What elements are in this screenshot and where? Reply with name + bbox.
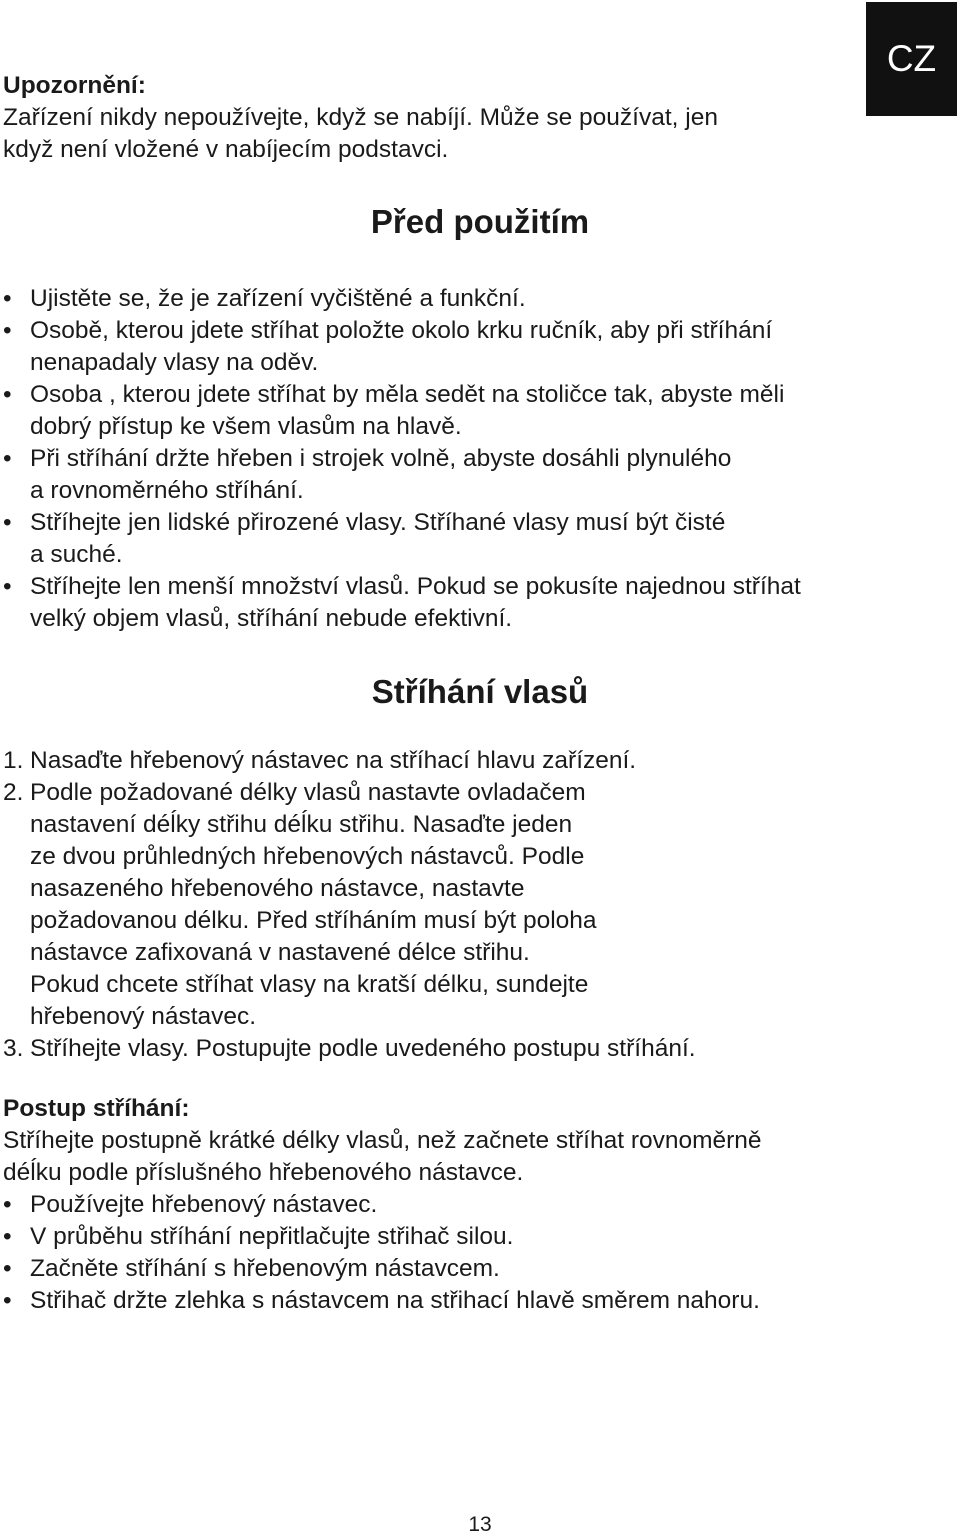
procedure-section: [3, 1093, 762, 1317]
list-item-line: a suché.: [30, 541, 123, 568]
list-item-line: a rovnoměrného stříhání.: [30, 477, 304, 504]
section-heading-hair-cutting: Stříhání vlasů: [371, 673, 589, 710]
bullet-icon: •: [3, 1287, 12, 1314]
list-item: [3, 283, 801, 315]
list-item: [3, 1253, 762, 1285]
list-item-line: Střihač držte zlehka s nástavcem na střihací hlavě směrem nahoru.: [30, 1287, 760, 1314]
before-use-list: [3, 283, 801, 635]
step-line: ze dvou průhledných hřebenových nástavců. Podle: [30, 843, 585, 870]
bullet-icon: •: [3, 509, 12, 536]
list-item: [3, 315, 801, 379]
bullet-icon: •: [3, 285, 12, 312]
procedure-intro-line: Stříhejte postupně krátké délky vlasů, než začnete stříhat rovnoměrně: [3, 1127, 762, 1154]
procedure-intro-line: déĺku podle příslušného hřebenového nástavce.: [3, 1159, 524, 1186]
step-line: nastavení déĺky střihu déĺku střihu. Nasaďte jeden: [30, 811, 573, 838]
list-item-line: Stříhejte jen lidské přirozené vlasy. Stříhané vlasy musí být čisté: [30, 509, 726, 536]
step-number: 2.: [3, 779, 24, 806]
step-line: nasazeného hřebenového nástavce, nastavte: [30, 875, 525, 902]
warning-title: Upozornění:: [3, 72, 146, 99]
warning-line: když není vložené v nabíjecím podstavci.: [3, 136, 449, 163]
list-item: [3, 571, 801, 635]
list-item-line: Začněte stříhání s hřebenovým nástavcem.: [30, 1255, 500, 1282]
bullet-icon: •: [3, 1191, 12, 1218]
hair-cutting-steps: [3, 745, 696, 1065]
procedure-title: Postup stříhání:: [3, 1095, 190, 1122]
bullet-icon: •: [3, 573, 12, 600]
bullet-icon: •: [3, 1223, 12, 1250]
list-item-line: Ujistěte se, že je zařízení vyčištěné a funkční.: [30, 285, 526, 312]
list-item-line: Při stříhání držte hřeben i strojek volně, abyste dosáhli plynulého: [30, 445, 732, 472]
bullet-icon: •: [3, 1255, 12, 1282]
language-badge: CZ: [866, 2, 957, 116]
list-item-line: Stříhejte len menší množství vlasů. Pokud se pokusíte najednou stříhat: [30, 573, 801, 600]
page-number: 13: [468, 1513, 492, 1536]
list-item: [3, 1189, 762, 1221]
list-item-line: velký objem vlasů, stříhání nebude efektivní.: [30, 605, 513, 632]
step-line: požadovanou délku. Před stříháním musí být poloha: [30, 907, 597, 934]
step-line: nástavce zafixovaná v nastavené délce střihu.: [30, 939, 530, 966]
step-item: [3, 745, 696, 777]
step-line: Podle požadované délky vlasů nastavte ovladačem: [30, 779, 586, 806]
list-item: [3, 1285, 762, 1317]
bullet-icon: •: [3, 381, 12, 408]
step-line: Nasaďte hřebenový nástavec na stříhací hlavu zařízení.: [30, 747, 637, 774]
step-number: 1.: [3, 747, 24, 774]
list-item-line: Používejte hřebenový nástavec.: [30, 1191, 378, 1218]
list-item-line: Osobě, kterou jdete stříhat položte okolo krku ručník, aby při stříhání: [30, 317, 773, 344]
step-line: Stříhejte vlasy. Postupujte podle uvedeného postupu stříhání.: [30, 1035, 696, 1062]
list-item-line: V průběhu stříhání nepřitlačujte střihač silou.: [30, 1223, 514, 1250]
step-item: [3, 1033, 696, 1065]
bullet-icon: •: [3, 317, 12, 344]
step-line: Pokud chcete stříhat vlasy na kratší délku, sundejte: [30, 971, 589, 998]
list-item: [3, 443, 801, 507]
list-item: [3, 379, 801, 443]
warning-line: Zařízení nikdy nepoužívejte, když se nabíjí. Může se používat, jen: [3, 104, 718, 131]
list-item-line: dobrý přístup ke všem vlasům na hlavě.: [30, 413, 462, 440]
section-heading-before-use: Před použitím: [370, 203, 590, 240]
list-item: [3, 507, 801, 571]
list-item-line: Osoba , kterou jdete stříhat by měla sedět na stoličce tak, abyste měli: [30, 381, 785, 408]
step-number: 3.: [3, 1035, 24, 1062]
bullet-icon: •: [3, 445, 12, 472]
warning-section: [3, 70, 718, 166]
list-item: [3, 1221, 762, 1253]
list-item-line: nenapadaly vlasy na oděv.: [30, 349, 319, 376]
step-line: hřebenový nástavec.: [30, 1003, 257, 1030]
step-item: [3, 777, 696, 1033]
